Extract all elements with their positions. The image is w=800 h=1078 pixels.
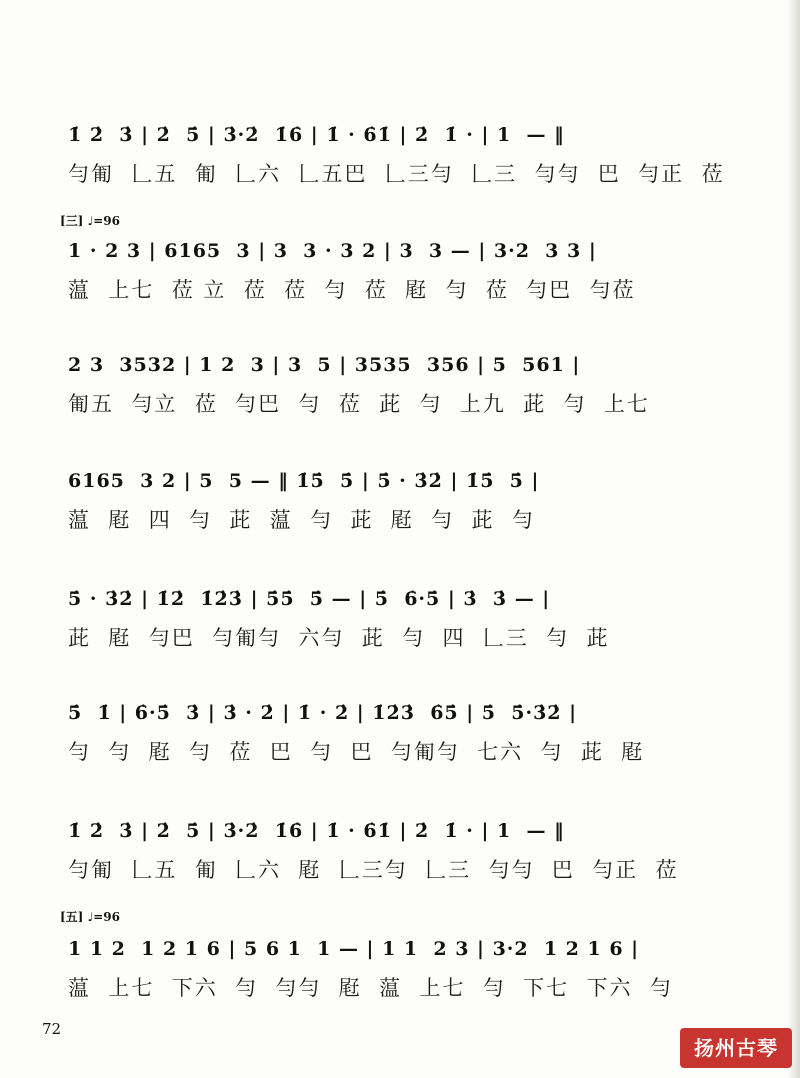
tablature-line-3: 匍五 勻立 莅 勻巴 勻 莅 茈 勻 上九 茈 勻 上七 (68, 392, 650, 416)
tablature-line-8: 蕰 上七 下六 勻 勻勻 屘 蕰 上七 勻 下七 下六 勻 (68, 976, 673, 1000)
section-label-3: [三] ♩=96 (60, 214, 120, 228)
notation-line-4: 6165 3 2 | 5 5 — ‖ 1̇5̇ 5̇ | 5̇ · 3̇2̇ | 1̇5̇ 5̇ | (68, 470, 540, 492)
tablature-line-6: 勻 勻 屘 勻 莅 巴 勻 巴 勻匍勻 七六 勻 茈 屘 (68, 740, 645, 764)
tablature-line-5: 茈 屘 勻巴 勻匍勻 六勻 茈 勻 四 𠃊三 勻 茈 (68, 626, 610, 650)
notation-line-2: 1 · 2 3 | 6165 3 | 3 3 · 3 2 | 3 3 — | 3·2 3 3 | (68, 240, 597, 262)
notation-line-8: 1 1 2 1 2 1 6 | 5 6 1 1 — | 1 1 2 3 | 3·2 1 2 1 6 | (68, 938, 640, 960)
tablature-line-4: 蕰 屘 四 勻 茈 蕰 勻 茈 屘 勻 茈 勻 (68, 508, 535, 532)
tablature-line-1: 勻匍 𠃊五 匍 𠃊六 𠃊五巴 𠃊三勻 𠃊三 勻勻 巴 勻正 莅 (68, 162, 725, 186)
notation-line-3: 2 3 3532 | 1 2 3 | 3 5 | 3535 356 | 5 561 | (68, 354, 581, 376)
page-edge-shadow (788, 0, 800, 1078)
watermark-logo: 扬州古琴 (680, 1028, 792, 1068)
section-label-5: [五] ♩=96 (60, 910, 120, 924)
page-number: 72 (42, 1020, 62, 1038)
notation-line-1: 1̇ 2̇ 3̇ | 2̇ 5̇ | 3̇·2̇ 1̇6̇ | 1̇ · 6̇1̇ | 2̇ 1̇ · | 1 — ‖ (68, 124, 565, 146)
tablature-line-7: 勻匍 𠃊五 匍 𠃊六 屘 𠃊三勻 𠃊三 勻勻 巴 勻正 莅 (68, 858, 679, 882)
notation-line-6: 5̇ 1̇ | 6̇·5̇ 3̇ | 3̇ · 2̇ | 1̇ · 2̇ | 1̇2̇3̇ 6̇5̇ | 5̇ 5̇·3̇2̇ | (68, 702, 578, 724)
notation-line-7: 1̇ 2̇ 3̇ | 2̇ 5̇ | 3̇·2̇ 1̇6̇ | 1̇ · 6̇1̇ | 2̇ 1̇ · | 1 — ‖ (68, 820, 565, 842)
tablature-line-2: 蕰 上七 莅 立 莅 莅 勻 莅 屘 勻 莅 勻巴 勻莅 (68, 278, 636, 302)
notation-line-5: 5̇ · 3̇2̇ | 1̇2̇ 1̇2̇3̇ | 5̇5̇ 5̇ — | 5̇ 6̇·5̇ | 3̇ 3̇ — | (68, 588, 551, 610)
